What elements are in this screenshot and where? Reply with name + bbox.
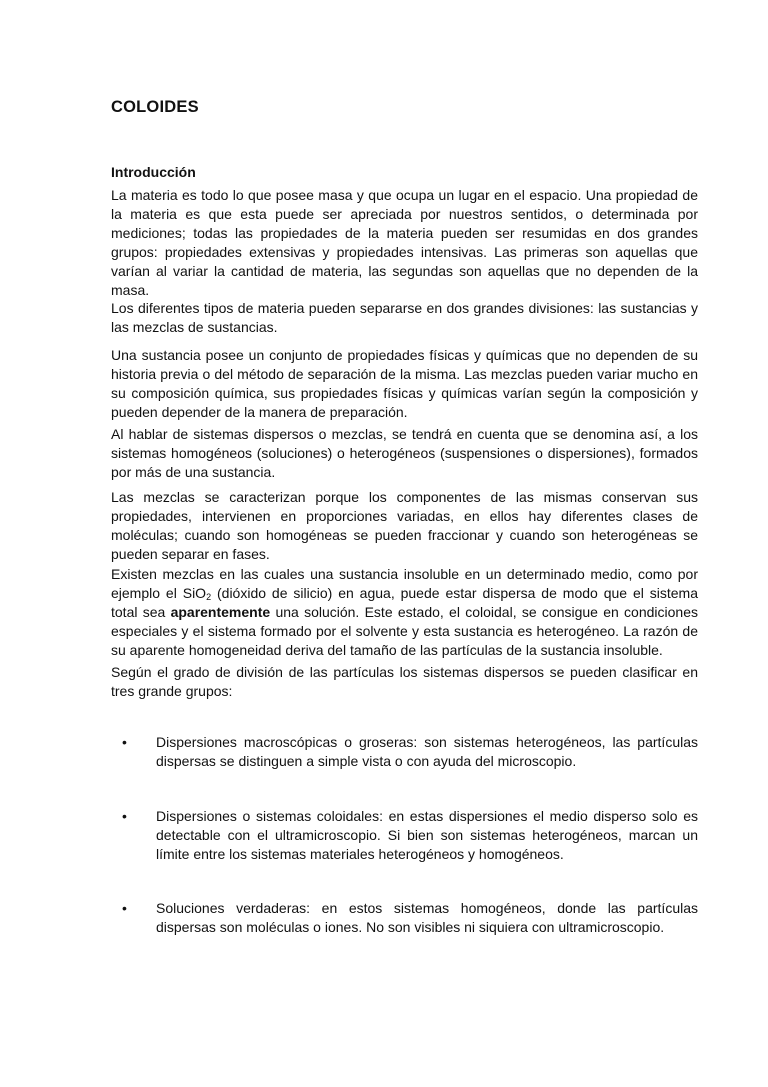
paragraph-text: (dióxido de silicio) en agua, puede estar dispersa de modo que el sistema total sea [111,585,698,620]
paragraph-colloidal [111,565,698,660]
paragraph: Una sustancia posee un conjunto de propiedades físicas y químicas que no dependen de su historia previa o del método de separación de la misma. Las mezclas pueden variar mucho en su composición química, sus propiedades físicas y químicas varían según la composición y pueden depender de la manera de preparación. [111,347,698,420]
list-item-text: Dispersiones macroscópicas o groseras: son sistemas heterogéneos, las partículas dispersas se distinguen a simple vista o con ayuda del microscopio. [156,734,698,769]
bullet-icon: • [122,734,127,750]
emphasis: aparentemente [170,604,271,620]
paragraph: Al hablar de sistemas dispersos o mezclas, se tendrá en cuenta que se denomina así, a los sistemas homogéneos (soluciones) o heterogéneos (suspensiones o dispersiones), formados por más de una sustancia. [111,426,698,480]
paragraph-text: Existen mezclas en las cuales una sustancia insoluble en un determinado medio, como por ejemplo el SiO [111,566,698,601]
list-item-text: Soluciones verdaderas: en estos sistemas homogéneos, donde las partículas dispersas son moléculas o iones. No son visibles ni siquiera con ultramicroscopio. [156,900,698,935]
paragraph-text: una solución. Este estado, el coloidal, se consigue en condiciones especiales y el sistema formado por el solvente y esta sustancia es heterogéneo. La razón de su aparente homogeneidad deriva del tamaño de las partículas de la sustancia insoluble. [111,604,698,658]
section-heading: Introducción [111,164,196,180]
bullet-icon: • [122,808,127,824]
document-title: COLOIDES [111,98,199,116]
bullet-icon: • [122,900,127,916]
subscript: 2 [206,592,212,602]
paragraph: Las mezclas se caracterizan porque los componentes de las mismas conservan sus propiedades, intervienen en proporciones variadas, en ellos hay diferentes clases de moléculas; cuando son homogéneas se pueden fraccionar y cuando son heterogéneas se pueden separar en fases. [111,489,698,562]
paragraph: Los diferentes tipos de materia pueden separarse en dos grandes divisiones: las sustancias y las mezclas de sustancias. [111,300,698,335]
paragraph: Según el grado de división de las partículas los sistemas dispersos se pueden clasificar en tres grande grupos: [111,664,698,699]
list-item-text: Dispersiones o sistemas coloidales: en estas dispersiones el medio disperso solo es detectable con el ultramicroscopio. Si bien son sistemas heterogéneos, marcan un límite entre los sistemas materiales heterogéneos y homogéneos. [156,808,698,862]
paragraph: La materia es todo lo que posee masa y que ocupa un lugar en el espacio. Una propiedad de la materia es que esta puede ser apreciada por nuestros sentidos, o determinada por mediciones; todas las propiedades de la materia pueden ser resumidas en dos grandes grupos: propiedades extensivas y propiedades intensivas. Las primeras son aquellas que varían al variar la cantidad de materia, las segundas son aquellas que no dependen de la masa. [111,187,698,298]
